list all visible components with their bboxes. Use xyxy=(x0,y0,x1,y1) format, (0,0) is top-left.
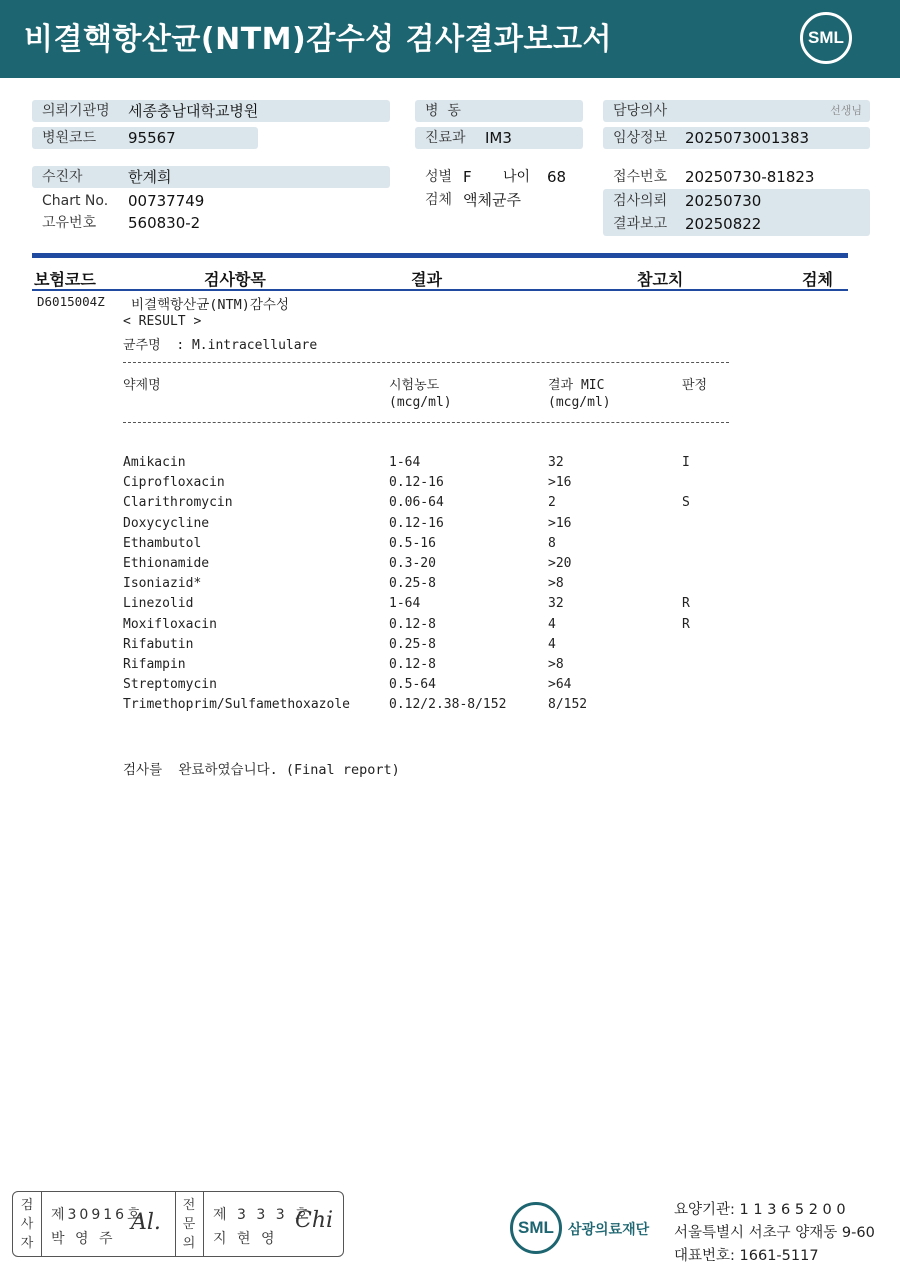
drug-mic: 4 xyxy=(548,616,556,632)
drug-name: Ethionamide xyxy=(123,556,210,571)
specialist-name: 지 현 영 xyxy=(213,1231,278,1247)
drug-mic: >8 xyxy=(548,657,564,672)
col-specimen: 검체 xyxy=(802,270,833,289)
drug-name: Doxycycline xyxy=(123,515,210,531)
drug-range: 0.12-8 xyxy=(389,616,436,632)
hospital-code-field xyxy=(32,127,258,149)
sig-divider-1 xyxy=(41,1192,42,1256)
drug-name: Amikacin xyxy=(123,455,186,470)
specimen-value: 액체균주 xyxy=(463,191,521,209)
drug-name: Clarithromycin xyxy=(123,495,233,511)
drug-row xyxy=(123,556,763,576)
final-note: 검사를 완료하였습니다. (Final report) xyxy=(123,762,400,778)
signature-box xyxy=(12,1191,344,1257)
department-value: IM3 xyxy=(485,129,512,147)
sig-divider-2 xyxy=(175,1192,176,1256)
requesting-institution-field xyxy=(32,100,390,122)
unique-no-field xyxy=(32,212,390,234)
drug-row xyxy=(123,536,763,556)
drug-range: 0.3-20 xyxy=(389,556,436,571)
organism-line: 균주명 : M.intracellulare xyxy=(123,338,318,353)
drug-name: Isoniazid* xyxy=(123,576,202,592)
drug-range: 0.5-64 xyxy=(389,677,436,693)
drug-column-header: 약제명 xyxy=(123,378,161,393)
institution-number: 요양기관: 1 1 3 6 5 2 0 0 xyxy=(674,1202,846,1218)
requesting-institution-value: 세종충남대학교병원 xyxy=(128,102,259,120)
ward-field xyxy=(415,100,583,122)
drug-mic: 8/152 xyxy=(548,697,588,713)
patient-field xyxy=(32,166,390,188)
doctor-label: 담당의사 xyxy=(613,103,668,119)
doctor-field xyxy=(603,100,870,122)
ward-label: 병 동 xyxy=(425,103,461,119)
col-reference: 참고치 xyxy=(637,270,684,289)
specimen-label: 검체 xyxy=(425,192,453,208)
org-name: 삼광의료재단 xyxy=(568,1222,650,1238)
unique-no-label: 고유번호 xyxy=(42,215,97,231)
drug-row xyxy=(123,516,763,536)
drug-row xyxy=(123,455,763,475)
result-report-field xyxy=(603,213,870,235)
range-unit: (mcg/ml) xyxy=(389,395,452,410)
drug-range: 1-64 xyxy=(389,455,421,470)
hospital-code-label: 병원코드 xyxy=(42,130,97,146)
clinical-info-value: 2025073001383 xyxy=(685,129,810,147)
unique-no-value: 560830-2 xyxy=(128,214,201,232)
patient-label: 수진자 xyxy=(42,169,83,185)
drug-mic: 32 xyxy=(548,596,564,612)
drug-row xyxy=(123,697,763,717)
result-report-label: 결과보고 xyxy=(613,216,668,232)
drug-interp: S xyxy=(682,495,690,511)
drug-row xyxy=(123,495,763,515)
department-label: 진료과 xyxy=(425,130,466,146)
drug-mic: >8 xyxy=(548,576,564,592)
section-divider xyxy=(32,253,848,258)
drug-interp: R xyxy=(682,596,690,612)
hospital-code-value: 95567 xyxy=(128,129,176,147)
drug-range: 0.12-16 xyxy=(389,515,444,531)
dashed-divider-bottom xyxy=(123,422,729,423)
chart-no-value: 00737749 xyxy=(128,192,205,210)
tester-name: 박 영 주 xyxy=(51,1231,116,1247)
mic-unit: (mcg/ml) xyxy=(548,395,611,410)
drug-row xyxy=(123,475,763,495)
receipt-no-value: 20250730-81823 xyxy=(685,168,815,186)
drug-name: Moxifloxacin xyxy=(123,616,217,632)
footer-logo xyxy=(510,1200,662,1256)
patient-value: 한계희 xyxy=(128,168,172,186)
drug-name: Trimethoprim/Sulfamethoxazole xyxy=(123,697,350,713)
clinical-info-label: 임상정보 xyxy=(613,130,668,146)
sex-age-field xyxy=(415,166,595,188)
drug-mic: 2 xyxy=(548,495,556,511)
age-label: 나이 xyxy=(503,169,531,185)
department-field xyxy=(415,127,583,149)
drug-range: 0.25-8 xyxy=(389,576,436,592)
report-header xyxy=(0,0,900,78)
drug-name: Rifabutin xyxy=(123,636,194,652)
drug-mic: >16 xyxy=(548,515,572,531)
tester-no: 제30916호 xyxy=(51,1207,144,1223)
range-column-header: 시험농도 xyxy=(389,378,440,393)
age-value: 68 xyxy=(547,168,567,186)
drug-range: 1-64 xyxy=(389,596,421,612)
drug-row xyxy=(123,657,763,677)
chart-no-field xyxy=(32,190,390,212)
drug-row xyxy=(123,617,763,637)
drug-mic: 32 xyxy=(548,455,564,470)
report-title: 비결핵항산균(NTM)감수성 검사결과보고서 xyxy=(24,22,612,57)
sex-label: 성별 xyxy=(425,169,453,185)
insurance-code: D6015004Z xyxy=(37,294,105,309)
doctor-suffix: 선생님 xyxy=(830,104,862,117)
sml-logo-text: SML xyxy=(808,28,844,47)
drug-mic: >64 xyxy=(548,677,572,693)
footer-phone: 대표번호: 1661-5117 xyxy=(674,1248,819,1264)
footer-sml-logo xyxy=(510,1202,562,1254)
result-tag: < RESULT > xyxy=(123,314,202,329)
chart-no-label: Chart No. xyxy=(42,193,109,209)
sml-logo xyxy=(800,12,852,64)
interp-column-header: 판정 xyxy=(682,378,708,393)
drug-range: 0.5-16 xyxy=(389,535,436,551)
drug-range: 0.12-16 xyxy=(389,475,444,491)
mic-column-header: 결과 MIC xyxy=(548,378,605,393)
test-name: 비결핵항산균(NTM)감수성 xyxy=(131,297,290,313)
drug-mic: 4 xyxy=(548,636,556,652)
requesting-institution-label: 의뢰기관명 xyxy=(42,103,110,119)
drug-name: Linezolid xyxy=(123,596,194,612)
drug-mic: 8 xyxy=(548,535,556,551)
test-request-value: 20250730 xyxy=(685,192,762,210)
header-underline xyxy=(32,289,848,291)
drug-interp: R xyxy=(682,616,690,632)
drug-name: Streptomycin xyxy=(123,677,217,693)
drug-row xyxy=(123,576,763,596)
test-request-field xyxy=(603,190,870,212)
drug-mic: >20 xyxy=(548,556,572,571)
drug-interp: I xyxy=(682,455,690,470)
specialist-no: 제 3 3 3 호 xyxy=(213,1207,312,1223)
col-result: 결과 xyxy=(411,270,442,289)
drug-row xyxy=(123,596,763,616)
drug-range: 0.12/2.38-8/152 xyxy=(389,697,507,713)
drug-range: 0.25-8 xyxy=(389,636,436,652)
sig-divider-3 xyxy=(203,1192,204,1256)
sex-value: F xyxy=(463,168,472,186)
drug-range: 0.06-64 xyxy=(389,495,444,511)
receipt-no-label: 접수번호 xyxy=(613,169,668,185)
tester-signature: Al. xyxy=(131,1210,161,1235)
test-request-label: 검사의뢰 xyxy=(613,193,668,209)
drug-name: Rifampin xyxy=(123,657,186,672)
specialist-label: 전 문 의 xyxy=(182,1198,196,1251)
footer-logo-text: SML xyxy=(518,1218,554,1237)
drug-mic: >16 xyxy=(548,475,572,491)
specimen-field xyxy=(415,189,595,211)
dashed-divider-top xyxy=(123,362,729,363)
result-report-value: 20250822 xyxy=(685,215,762,233)
tester-label: 검 사 자 xyxy=(20,1198,34,1251)
col-test-item: 검사항목 xyxy=(204,270,266,289)
drug-name: Ciprofloxacin xyxy=(123,475,225,491)
clinical-info-field xyxy=(603,127,870,149)
footer-address: 서울특별시 서초구 양재동 9-60 xyxy=(674,1225,875,1241)
col-insurance-code: 보험코드 xyxy=(34,270,96,289)
receipt-no-field xyxy=(603,166,870,188)
drug-row xyxy=(123,677,763,697)
specialist-signature: Chi xyxy=(295,1208,334,1233)
drug-row xyxy=(123,637,763,657)
drug-name: Ethambutol xyxy=(123,535,202,551)
drug-range: 0.12-8 xyxy=(389,657,436,672)
